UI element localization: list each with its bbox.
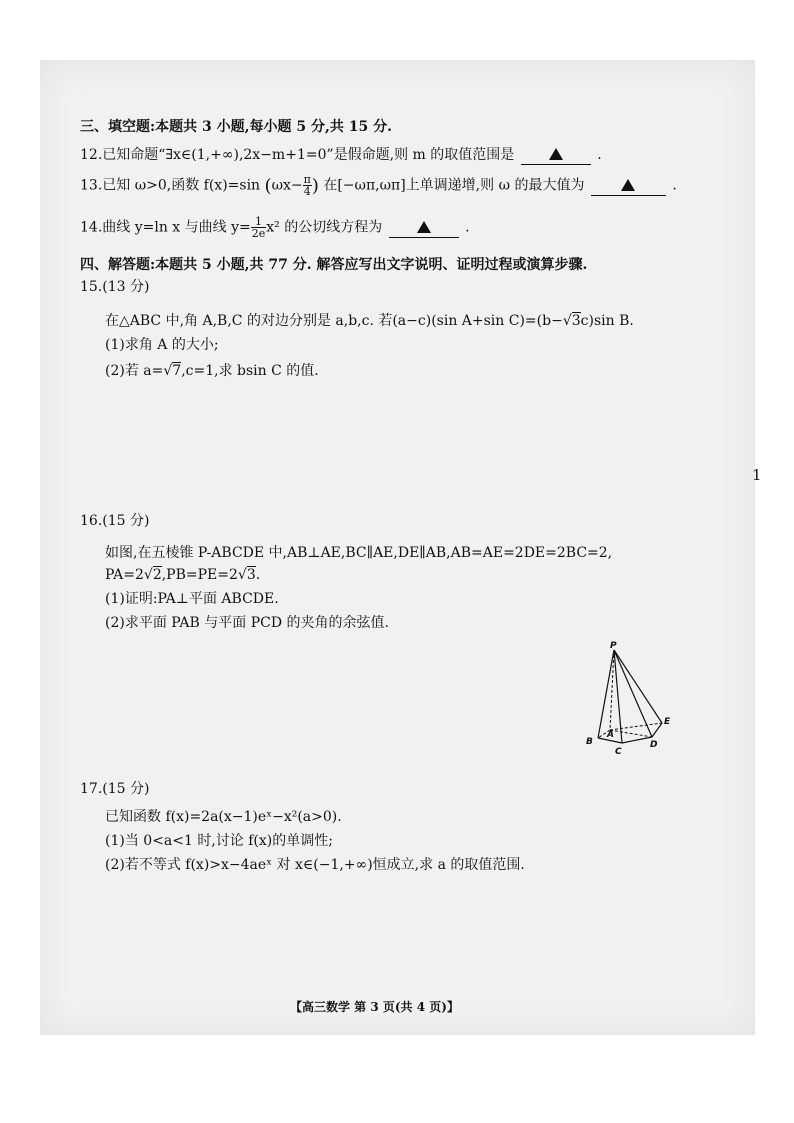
q14-frac-num: 1	[251, 216, 267, 228]
q14-suffix: .	[465, 219, 470, 236]
q14-term: x²	[266, 219, 280, 236]
q16-part2: (2)求平面 PAB 与平面 PCD 的夹角的余弦值.	[105, 615, 389, 631]
edge-pd	[614, 650, 652, 737]
q16-stem2-sqrt1: 2	[152, 567, 162, 583]
question-14	[80, 216, 470, 239]
q15-stem-b: c)sin B.	[580, 313, 634, 329]
q12-answer-blank[interactable]	[521, 146, 591, 165]
triangle-icon	[621, 179, 635, 191]
page-footer: 【高三数学 第 3 页(共 4 页)】	[290, 1000, 459, 1014]
q15-part1: (1)求角 A 的大小;	[105, 337, 219, 353]
q13-text-2: 在[−ωπ,ωπ]上单调递增,则 ω 的最大值为	[323, 177, 585, 194]
label-b: B	[586, 737, 593, 747]
q17-label: 17.(15 分)	[80, 781, 150, 797]
triangle-icon	[417, 221, 431, 233]
q17-part2: (2)若不等式 f(x)>x−4aeˣ 对 x∈(−1,+∞)恒成立,求 a 的取值范围.	[105, 857, 525, 873]
q16-stem2-a: PA=2	[105, 567, 144, 583]
q12-suffix: .	[597, 147, 602, 163]
q13-answer-blank[interactable]	[591, 177, 666, 196]
q15-label: 15.(13 分)	[80, 279, 150, 295]
q15-part2-a: (2)若 a=	[105, 363, 164, 379]
edge-pb	[598, 650, 614, 738]
q13-suffix: .	[672, 177, 677, 194]
question-13	[80, 174, 677, 197]
q16-part1: (1)证明:PA⊥平面 ABCDE.	[105, 591, 279, 607]
q16-stem-2: PA=2√2,PB=PE=2√3.	[105, 567, 261, 583]
q16-stem2-c: .	[255, 567, 261, 583]
q16-stem: 如图,在五棱锥 P-ABCDE 中,AB⊥AE,BC∥AE,DE∥AB,AB=AE=2DE=2BC=2,	[105, 545, 613, 561]
q13-fraction	[303, 174, 312, 197]
edge-de	[652, 723, 662, 737]
q15-part2-b: ,c=1,求 bsin C 的值.	[181, 363, 319, 379]
q14-text-2: 的公切线方程为	[279, 219, 383, 236]
q14-answer-blank[interactable]	[389, 219, 459, 238]
q13-text: 13.已知 ω>0,函数 f(x)=sin	[80, 177, 261, 194]
q15-part2-sqrt: 7	[172, 363, 182, 379]
section4-header: 四、解答题:本题共 5 小题,共 77 分. 解答应写出文字说明、证明过程或演算步骤.	[80, 257, 588, 273]
q15-stem-a: 在△ABC 中,角 A,B,C 的对边分别是 a,b,c. 若(a−c)(sin A+sin C)=(b−	[105, 313, 563, 329]
label-c: C	[615, 747, 622, 757]
q15-part2: (2)若 a=√7,c=1,求 bsin C 的值.	[105, 363, 319, 379]
q15-stem: 在△ABC 中,角 A,B,C 的对边分别是 a,b,c. 若(a−c)(sin A+sin C)=(b−√3c)sin B.	[105, 313, 634, 329]
label-a: A	[607, 730, 614, 740]
q12-text: 12.已知命题“∃x∈(1,+∞),2x−m+1=0”是假命题,则 m 的取值范围是	[80, 147, 515, 163]
edge-cd	[622, 737, 652, 743]
q14-fraction	[251, 216, 267, 239]
q13-paren-close: )	[311, 175, 319, 197]
label-p: P	[610, 641, 617, 651]
label-d: D	[650, 740, 658, 750]
q16-stem2-sqrt2: 3	[246, 567, 256, 583]
edge-ae	[610, 723, 662, 730]
edge-pe	[614, 650, 662, 723]
section3-header: 三、填空题:本题共 3 小题,每小题 5 分,共 15 分.	[80, 119, 392, 135]
q16-stem2-b: ,PB=PE=2	[161, 567, 238, 583]
q17-part1: (1)当 0<a<1 时,讨论 f(x)的单调性;	[105, 833, 333, 849]
margin-mark: 1	[752, 466, 762, 484]
q15-stem-sqrt: 3	[571, 313, 581, 329]
edge-ad	[610, 730, 652, 737]
q16-label: 16.(15 分)	[80, 513, 150, 529]
q13-frac-den: 4	[303, 185, 311, 198]
q13-frac-num: π	[303, 173, 311, 186]
pyramid-figure	[580, 640, 680, 760]
q13-paren-open: (	[264, 175, 272, 197]
question-12	[80, 146, 602, 165]
q13-inner: ωx−	[271, 177, 303, 194]
label-e: E	[664, 717, 671, 727]
q14-text: 14.曲线 y=ln x 与曲线 y=	[80, 219, 251, 236]
q17-stem: 已知函数 f(x)=2a(x−1)eˣ−x²(a>0).	[105, 809, 342, 825]
q14-frac-den: 2e	[251, 227, 266, 240]
triangle-icon	[549, 148, 563, 160]
